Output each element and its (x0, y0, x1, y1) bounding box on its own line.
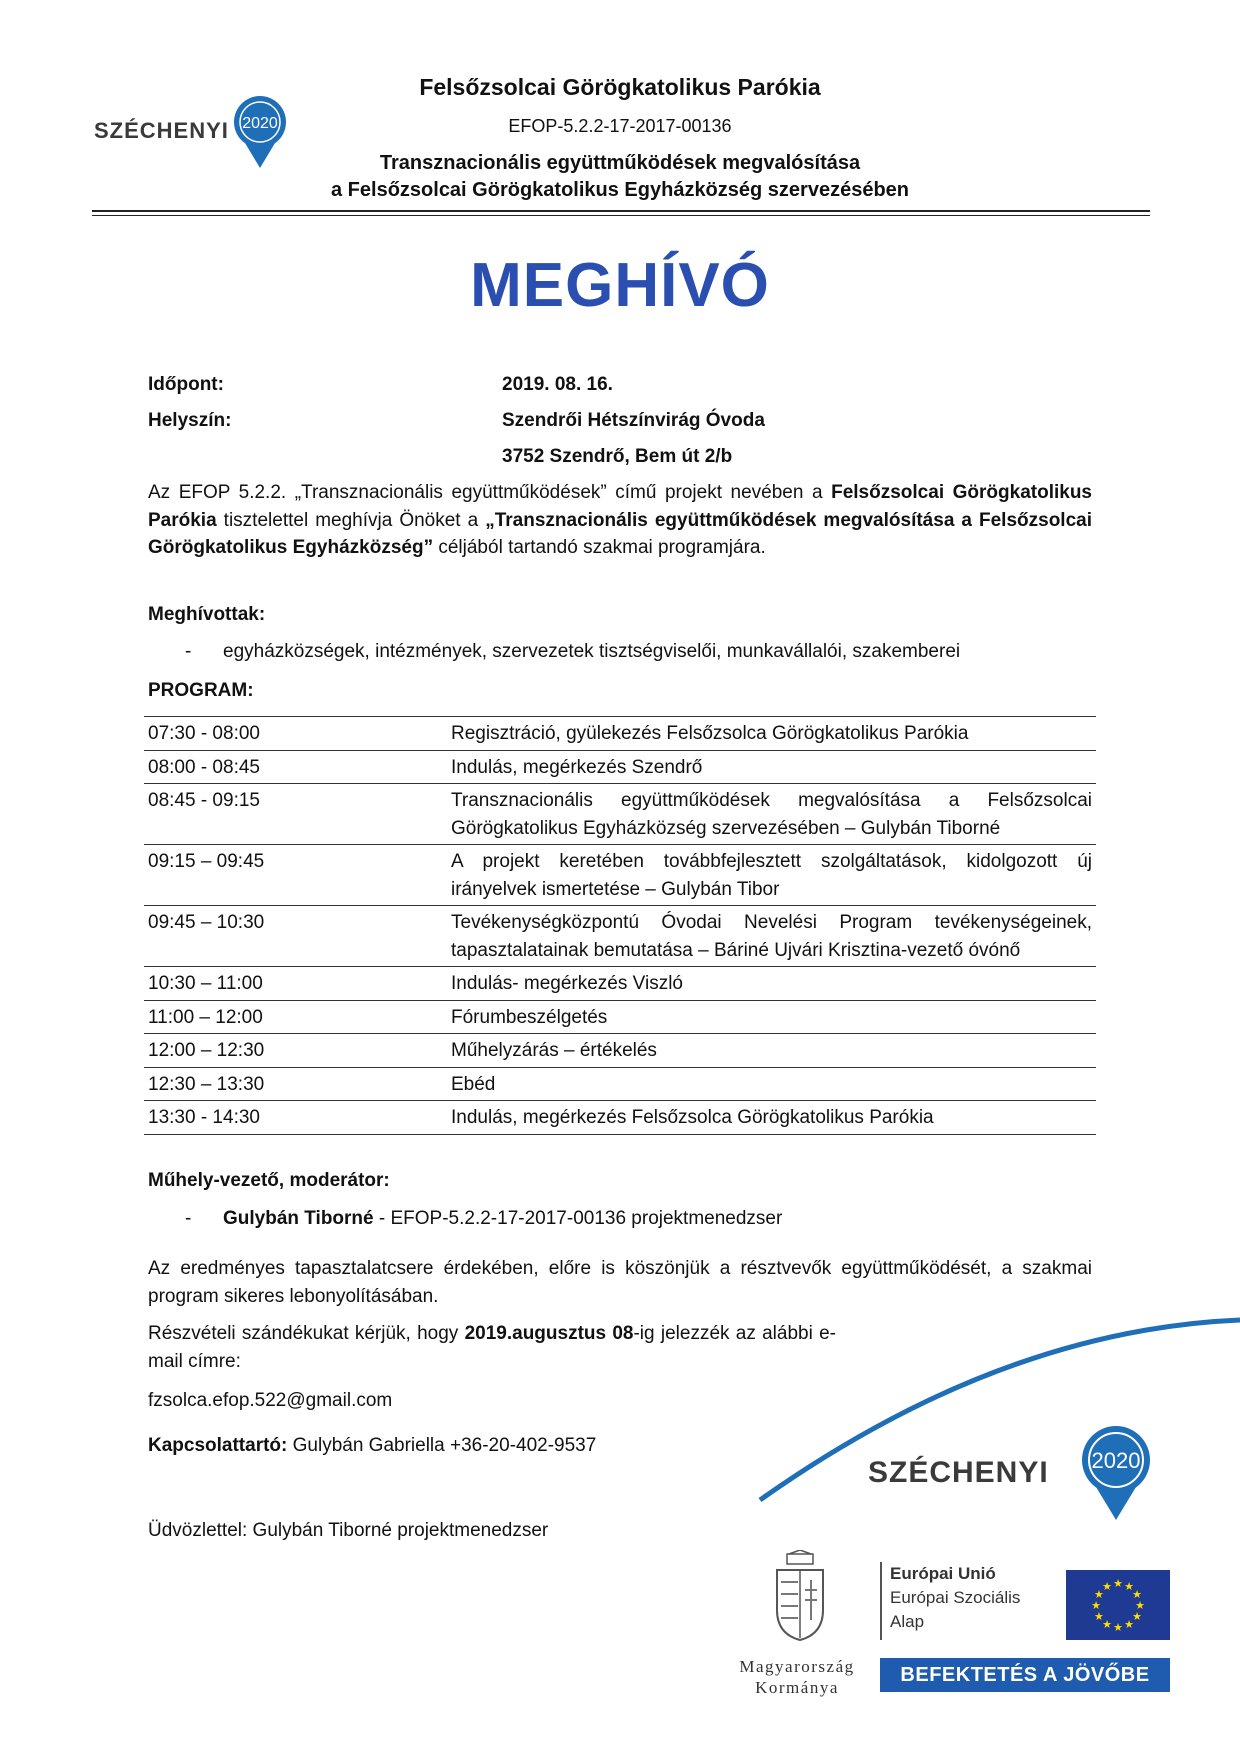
place-value: Szendrői Hétszínvirág Óvoda (502, 410, 765, 431)
eu-divider (880, 1562, 882, 1640)
invited-dash: - (185, 641, 192, 662)
date-value: 2019. 08. 16. (502, 374, 613, 395)
program-time: 09:15 – 09:45 (148, 851, 265, 872)
coat-of-arms-icon (765, 1550, 835, 1642)
eu-line-2: Európai Szociális (890, 1588, 1021, 1607)
invited-label: Meghívottak: (148, 604, 266, 625)
program-time: 08:00 - 08:45 (148, 756, 260, 778)
footer-logo-text: SZÉCHENYI (868, 1456, 1049, 1489)
szechenyi-2020-footer-logo (868, 1420, 1158, 1520)
moderator-label: Műhely-vezető, moderátor: (148, 1170, 390, 1191)
eu-star-icon: ★ (1102, 1580, 1112, 1593)
program-activity: Transznacionális együttműködések megvalósítása a Felsőzsolcai Görögkatolikus Egyházközség szervezésében – Gulybán Tiborné (451, 790, 1092, 839)
eu-star-icon: ★ (1124, 1580, 1134, 1593)
eu-label (890, 1562, 1068, 1634)
program-label: PROGRAM: (148, 680, 254, 701)
greeting: Üdvözlettel: Gulybán Tiborné projektmenedzser (148, 1520, 549, 1541)
closing-paragraph: Az eredményes tapasztalatcsere érdekében, előre is köszönjük a résztvevők együttműködését, a szakmai program sikeres lebonyolításában. (148, 1258, 1092, 1307)
place-label: Helyszín: (148, 410, 232, 431)
eu-star-icon: ★ (1132, 1611, 1143, 1623)
program-time: 13:30 - 14:30 (148, 1107, 260, 1128)
document-title: MEGHÍVÓ (470, 251, 770, 320)
program-activity: Indulás- megérkezés Viszló (451, 973, 683, 994)
eu-star-icon: ★ (1124, 1619, 1134, 1632)
eu-line-3: Alap (890, 1612, 925, 1631)
place-address: 3752 Szendrő, Bem út 2/b (502, 446, 733, 467)
program-time: 07:30 - 08:00 (148, 723, 260, 744)
program-time: 12:00 – 12:30 (148, 1040, 265, 1061)
invest-banner: BEFEKTETÉS A JÖVŐBE (880, 1658, 1170, 1692)
logo-text: SZÉCHENYI (94, 118, 229, 143)
government-line-2: Kormánya (755, 1678, 839, 1697)
government-line-1: Magyarország (739, 1657, 855, 1676)
program-activity: Indulás, megérkezés Felsőzsolca Görögkatolikus Parókia (451, 1107, 934, 1128)
program-time: 10:30 – 11:00 (148, 973, 263, 994)
eu-star-icon: ★ (1102, 1619, 1112, 1632)
program-time: 08:45 - 09:15 (148, 790, 260, 811)
eu-line-1: Európai Unió (890, 1564, 996, 1583)
footer-logo-pin-icon (1082, 1426, 1150, 1520)
program-time: 11:00 – 12:00 (148, 1006, 263, 1028)
program-activity: Műhelyzárás – értékelés (451, 1040, 657, 1061)
project-title-line-2: a Felsőzsolcai Görögkatolikus Egyházközség szervezésében (331, 179, 909, 201)
eu-flag-icon (1066, 1570, 1170, 1640)
date-label: Időpont: (148, 374, 224, 395)
program-activity: A projekt keretében továbbfejlesztett szolgáltatások, kidolgozott új irányelvek ismertetése – Gulybán Tibor (451, 851, 1092, 900)
eu-star-icon: ★ (1113, 1622, 1123, 1634)
program-activity: Ebéd (451, 1073, 496, 1095)
program-time: 12:30 – 13:30 (148, 1073, 265, 1095)
contact-email[interactable]: fzsolca.efop.522@gmail.com (148, 1390, 393, 1411)
moderator-dash: - (185, 1208, 192, 1229)
intro-paragraph: Az EFOP 5.2.2. „Transznacionális együttműködések” című projekt nevében a Felsőzsolcai Görögkatolikus Parókia tisztelettel meghívja Önöket a „Transznacionális együttműködések megvalósítása a Felsőzsolcai Görögkatolikus Egyházközség” céljából tartandó szakmai programjára. (148, 482, 1092, 558)
footer-logo-year: 2020 (1091, 1448, 1141, 1473)
program-activity: Fórumbeszélgetés (451, 1006, 608, 1028)
eu-star-icon: ★ (1135, 1600, 1145, 1612)
program-activity: Regisztráció, gyülekezés Felsőzsolca Görögkatolikus Parókia (451, 723, 969, 744)
eu-star-icon: ★ (1132, 1589, 1143, 1601)
program-activity: Indulás, megérkezés Szendrő (451, 756, 703, 778)
project-code: EFOP-5.2.2-17-2017-00136 (508, 116, 732, 136)
eu-star-icon: ★ (1113, 1578, 1123, 1590)
invited-item: egyházközségek, intézmények, szervezetek tisztségviselői, munkavállalói, szakemberei (223, 641, 961, 662)
rsvp-paragraph: Részvételi szándékukat kérjük, hogy 2019.augusztus 08-ig jelezzék az alábbi e-mail címre: (148, 1323, 836, 1372)
eu-star-icon: ★ (1091, 1600, 1101, 1612)
logo-year: 2020 (242, 115, 278, 132)
organization-name: Felsőzsolcai Görögkatolikus Parókia (419, 74, 821, 100)
program-time: 09:45 – 10:30 (148, 912, 265, 933)
contact-person: Kapcsolattartó: Gulybán Gabriella +36-20-402-9537 (148, 1435, 597, 1456)
program-activity: Tevékenységközpontú Óvodai Nevelési Program tevékenységeinek, tapasztalatainak bemutatása – Báriné Ujvári Krisztina-vezető óvónő (451, 912, 1092, 961)
moderator-entry: Gulybán Tiborné - EFOP-5.2.2-17-2017-00136 projektmenedzser (223, 1208, 783, 1229)
eu-star-icon: ★ (1093, 1611, 1104, 1623)
project-title-line-1: Transznacionális együttműködések megvalósítása (379, 152, 861, 174)
government-label (712, 1656, 882, 1698)
eu-star-icon: ★ (1093, 1589, 1104, 1601)
